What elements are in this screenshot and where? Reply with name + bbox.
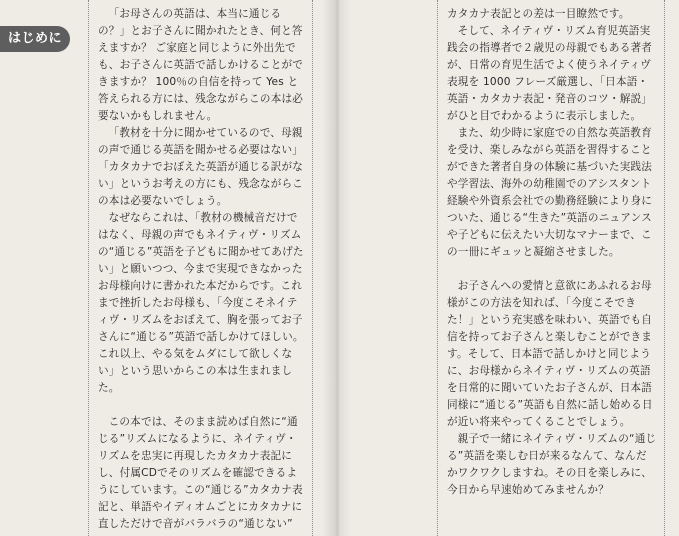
right-page-rule-inner — [437, 0, 438, 536]
book-gutter — [322, 0, 352, 536]
right-page-text — [447, 6, 657, 499]
section-tab: はじめに — [0, 26, 70, 52]
paragraph: 「教材を十分に聞かせているので、母親の声で通じる英語を聞かせる必要はない」「カタカナでおぼえた英語が通じる訳がない」というお考えの方にも、残念ながらこの本は必要ないでしょう。 — [98, 127, 304, 207]
left-page-rule-inner — [88, 0, 89, 536]
right-page-rule-outer — [664, 0, 665, 536]
paragraph: そして、ネイティヴ・リズム育児英語実践会の指導者で２歳児の母親でもある著者が、日常の育児生活でよく使うネイティヴ表現を 1000 フレーズ厳選し、「日本語・英語・カタカナ表記・発音のコツ・解説」がひと目でわかるように表示しました。 — [447, 25, 653, 122]
paragraph: なぜならこれは、「教材の機械音だけではなく、母親の声でもネイティヴ・リズムの“通じる”英語を子どもに聞かせてあげたい」と願いつつ、今まで実現できなかったお母様向けに書かれた本だからです。これまで挫折したお母様も、「今度こそネイティヴ・リズムをおぼえて、胸を張ってお子さんに“通じる”英語で話しかけてほしい。これ以上、やる気をムダにして欲しくない」という思いからこの本は生まれました。 — [98, 212, 304, 394]
left-page-text — [98, 6, 304, 533]
paragraph: 「お母さんの英語は、本当に通じるの？」とお子さんに聞かれたとき、何と答えますか？ ご家庭と同じように外出先でも、お子さんに英語で話しかけることができますか？ 100％の自信を持って Yes と答えられる方には、残念ながらこの本は必要ないかもしれません。 — [98, 8, 304, 122]
paragraph: また、幼少時に家庭での自然な英語教育を受け、楽しみながら英語を習得することができた著者自身の体験に基づいた実践法や学習法、海外の幼稚園でのアシスタント経験や外資系会社での勤務経験により身についた、通じる“生きた”英語のニュアンスや子どもに伝えたい大切なマナーまで、この一冊にギュッと凝縮させました。 — [447, 127, 653, 258]
paragraph: この本では、そのまま読めば自然に“通じる”リズムになるように、ネイティヴ・リズムを忠実に再現したカタカナ表記にし、付属CDでそのリズムを確認できるようにしています。この“通じる”カタカナ表記と、単語やイディオムごとにカタカナに直しただけで音がバラバラの“通じない” — [98, 416, 303, 530]
paragraph: カタカナ表記との差は一目瞭然です。 — [447, 8, 630, 20]
paragraph: 親子で一緒にネイティヴ・リズムの“通じる”英語を楽しむ日が来るなんて、なんだかワクワクしますね。その日を楽しみに、今日から早速始めてみませんか？ — [447, 433, 657, 496]
paragraph: お子さんへの愛情と意欲にあふれるお母様がこの方法を知れば、「今度こそできた！」という充実感を味わい、英語でも自信を持ってお子さんと楽しむことができます。そして、日本語で話しかけと同じように、お母様からネイティヴ・リズムの英語を日常的に聞いていたお子さんが、日本語同様に“通じる”英語も自然に話し始める日が近い将来やってくることでしょう。 — [447, 280, 653, 428]
left-page-rule-outer — [312, 0, 313, 536]
